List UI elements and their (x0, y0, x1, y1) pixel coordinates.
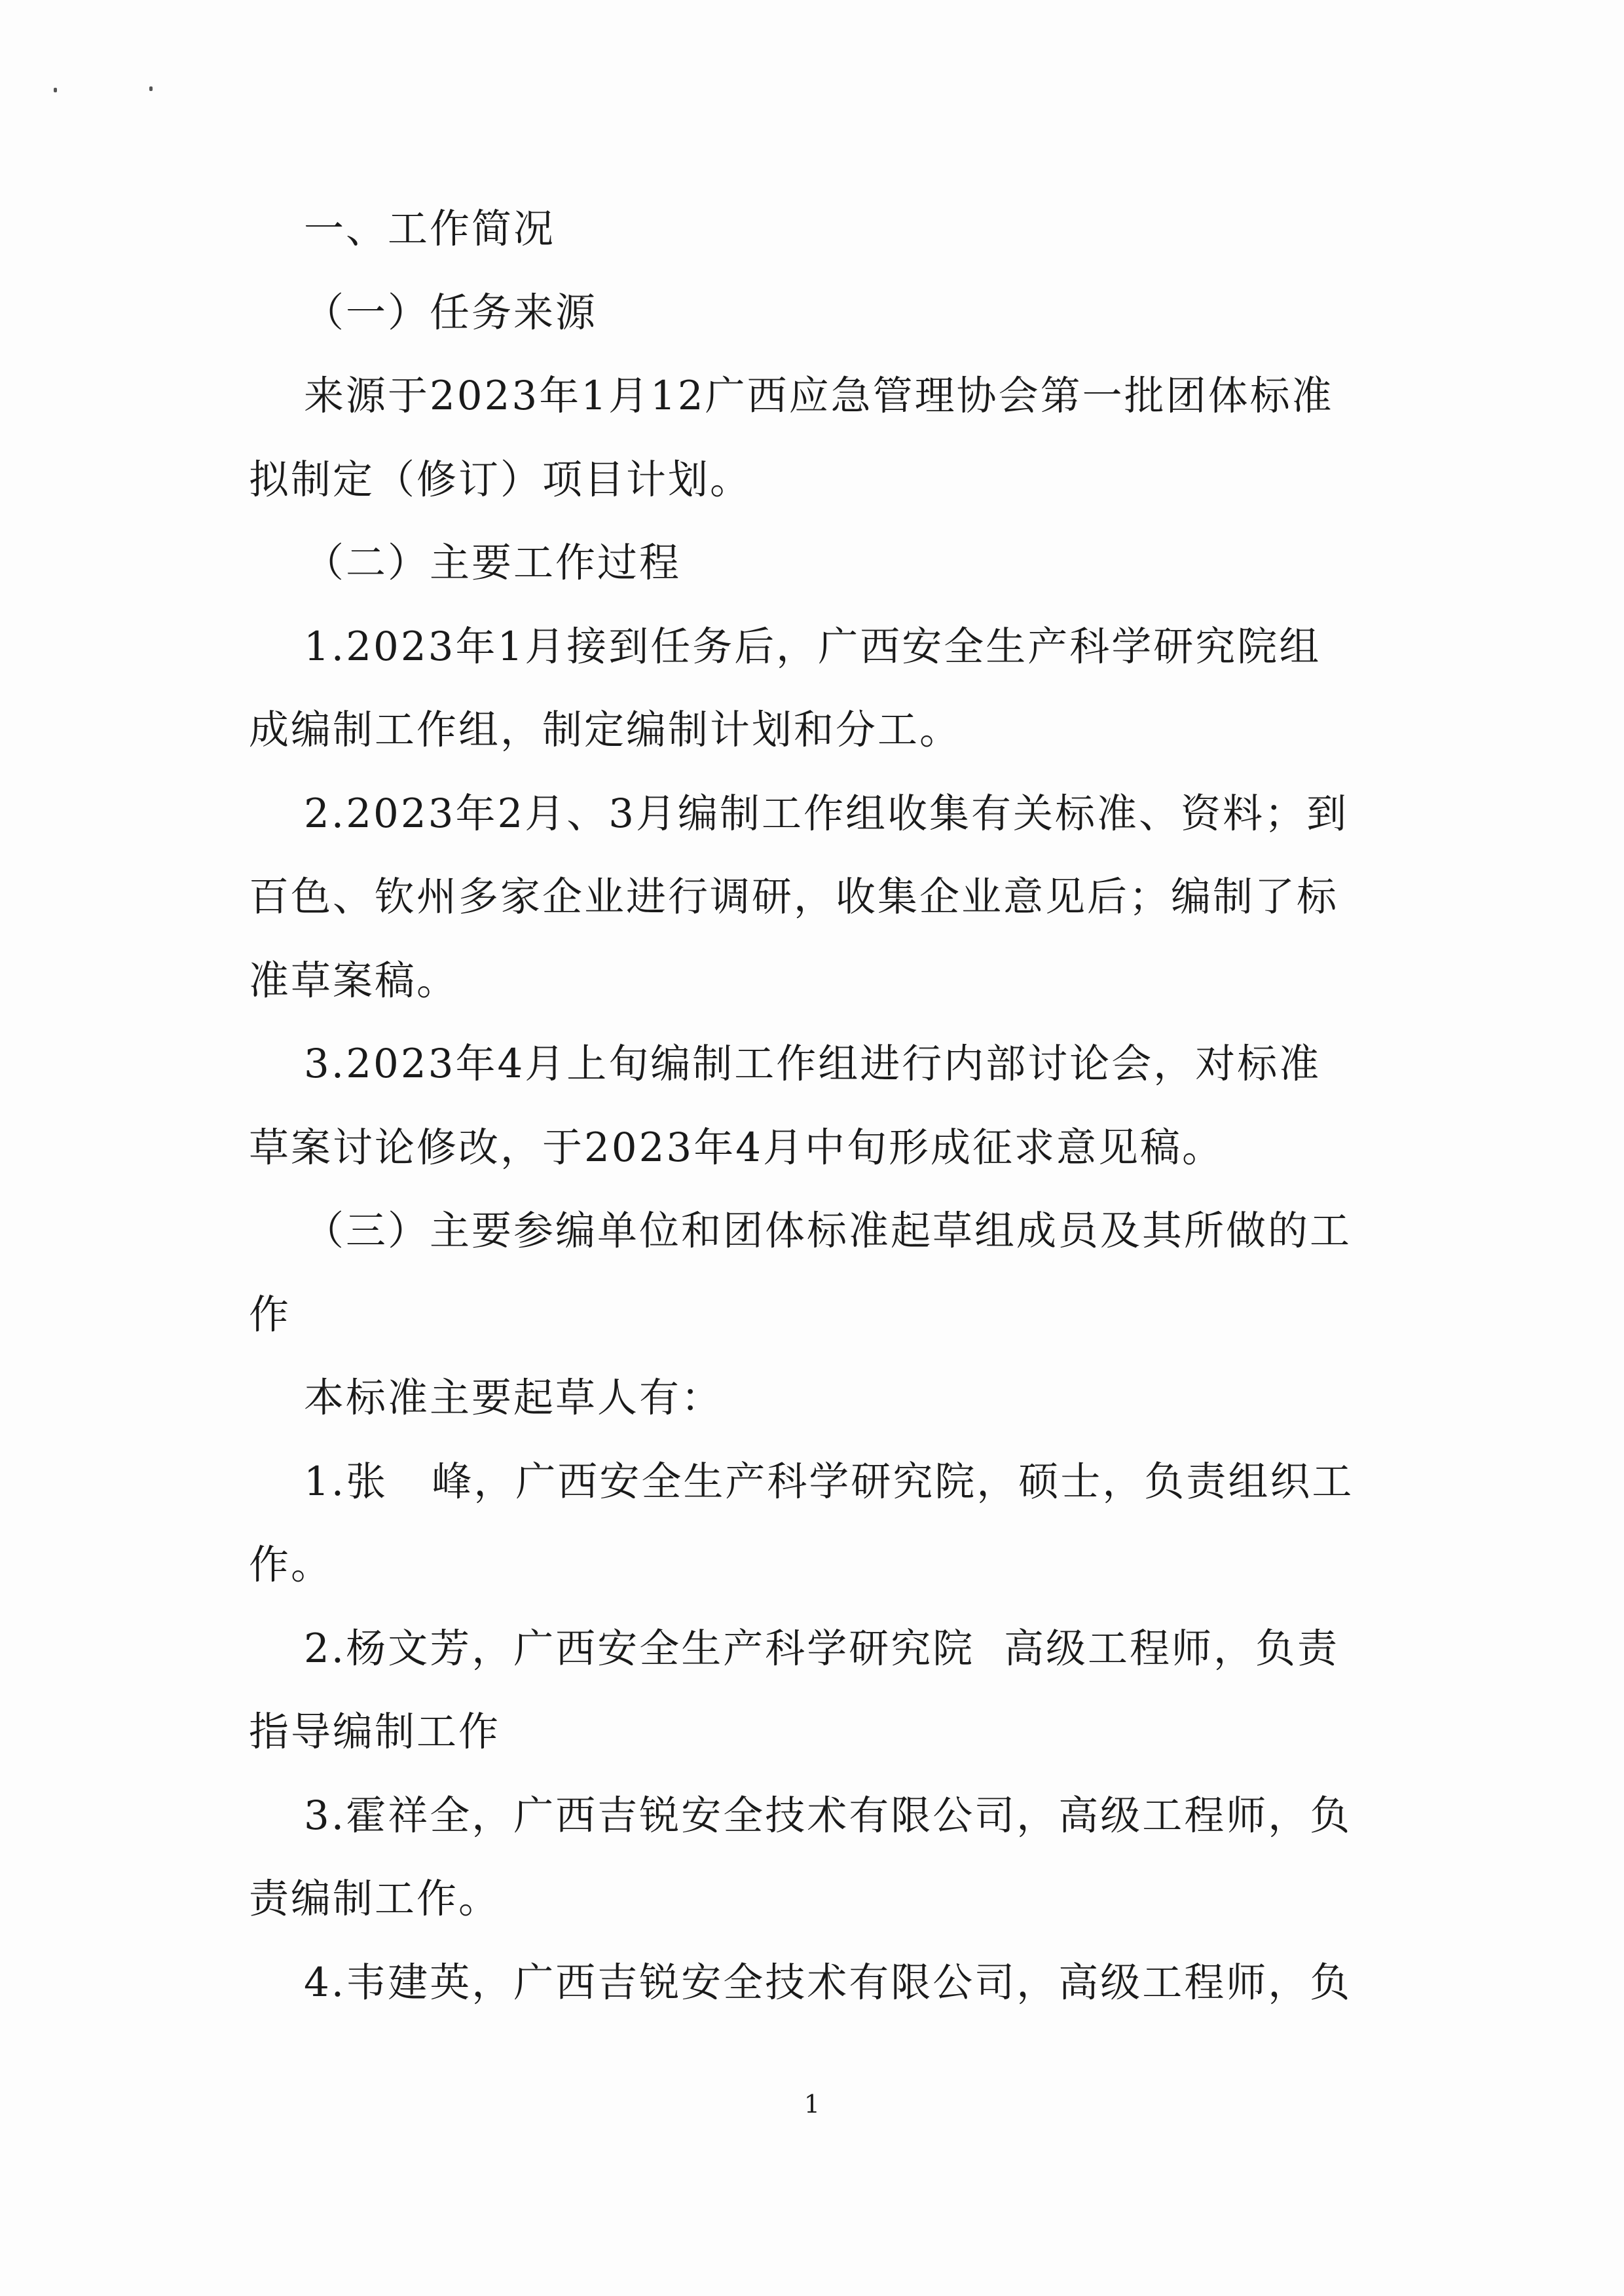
paragraph-line: 草案讨论修改，于2023年4月中旬形成征求意见稿。 (249, 1124, 1225, 1171)
paragraph-line: 本标准主要起草人有： (304, 1375, 724, 1421)
subsection-heading-participants: （三）主要参编单位和团体标准起草组成员及其所做的工 (304, 1208, 1352, 1254)
paragraph-line: 拟制定（修订）项目计划。 (249, 456, 752, 503)
paragraph-line: 1.张 峰，广西安全生产科学研究院，硕士，负责组织工 (304, 1458, 1354, 1505)
paragraph-line: 作。 (249, 1542, 333, 1588)
section-heading-1: 一、工作简况 (304, 206, 556, 252)
paragraph-line: 作 (249, 1291, 291, 1338)
paragraph-line: 2.杨文芳，广西安全生产科学研究院 高级工程师，负责 (304, 1625, 1339, 1672)
paragraph-line: 指导编制工作 (249, 1709, 501, 1755)
paragraph-line: 来源于2023年1月12广西应急管理协会第一批团体标准 (304, 373, 1334, 419)
paragraph-line: 3.2023年4月上旬编制工作组进行内部讨论会，对标准 (304, 1041, 1321, 1087)
subsection-heading-task-source: （一）任务来源 (304, 289, 598, 336)
paragraph-line: 4.韦建英，广西吉锐安全技术有限公司，高级工程师，负 (304, 1959, 1352, 2006)
page-number: 1 (803, 2090, 821, 2119)
scan-speck (149, 86, 153, 91)
subsection-heading-work-process: （二）主要工作过程 (304, 540, 682, 586)
paragraph-line: 责编制工作。 (249, 1876, 501, 1922)
paragraph-line: 成编制工作组，制定编制计划和分工。 (249, 707, 962, 753)
paragraph-line: 准草案稿。 (249, 957, 459, 1004)
paragraph-line: 1.2023年1月接到任务后，广西安全生产科学研究院组 (304, 623, 1321, 670)
paragraph-line: 百色、钦州多家企业进行调研，收集企业意见后；编制了标 (249, 874, 1339, 920)
scan-speck (54, 88, 57, 92)
paragraph-line: 3.霍祥全，广西吉锐安全技术有限公司，高级工程师，负 (304, 1792, 1352, 1839)
paragraph-line: 2.2023年2月、3月编制工作组收集有关标准、资料；到 (304, 790, 1349, 837)
